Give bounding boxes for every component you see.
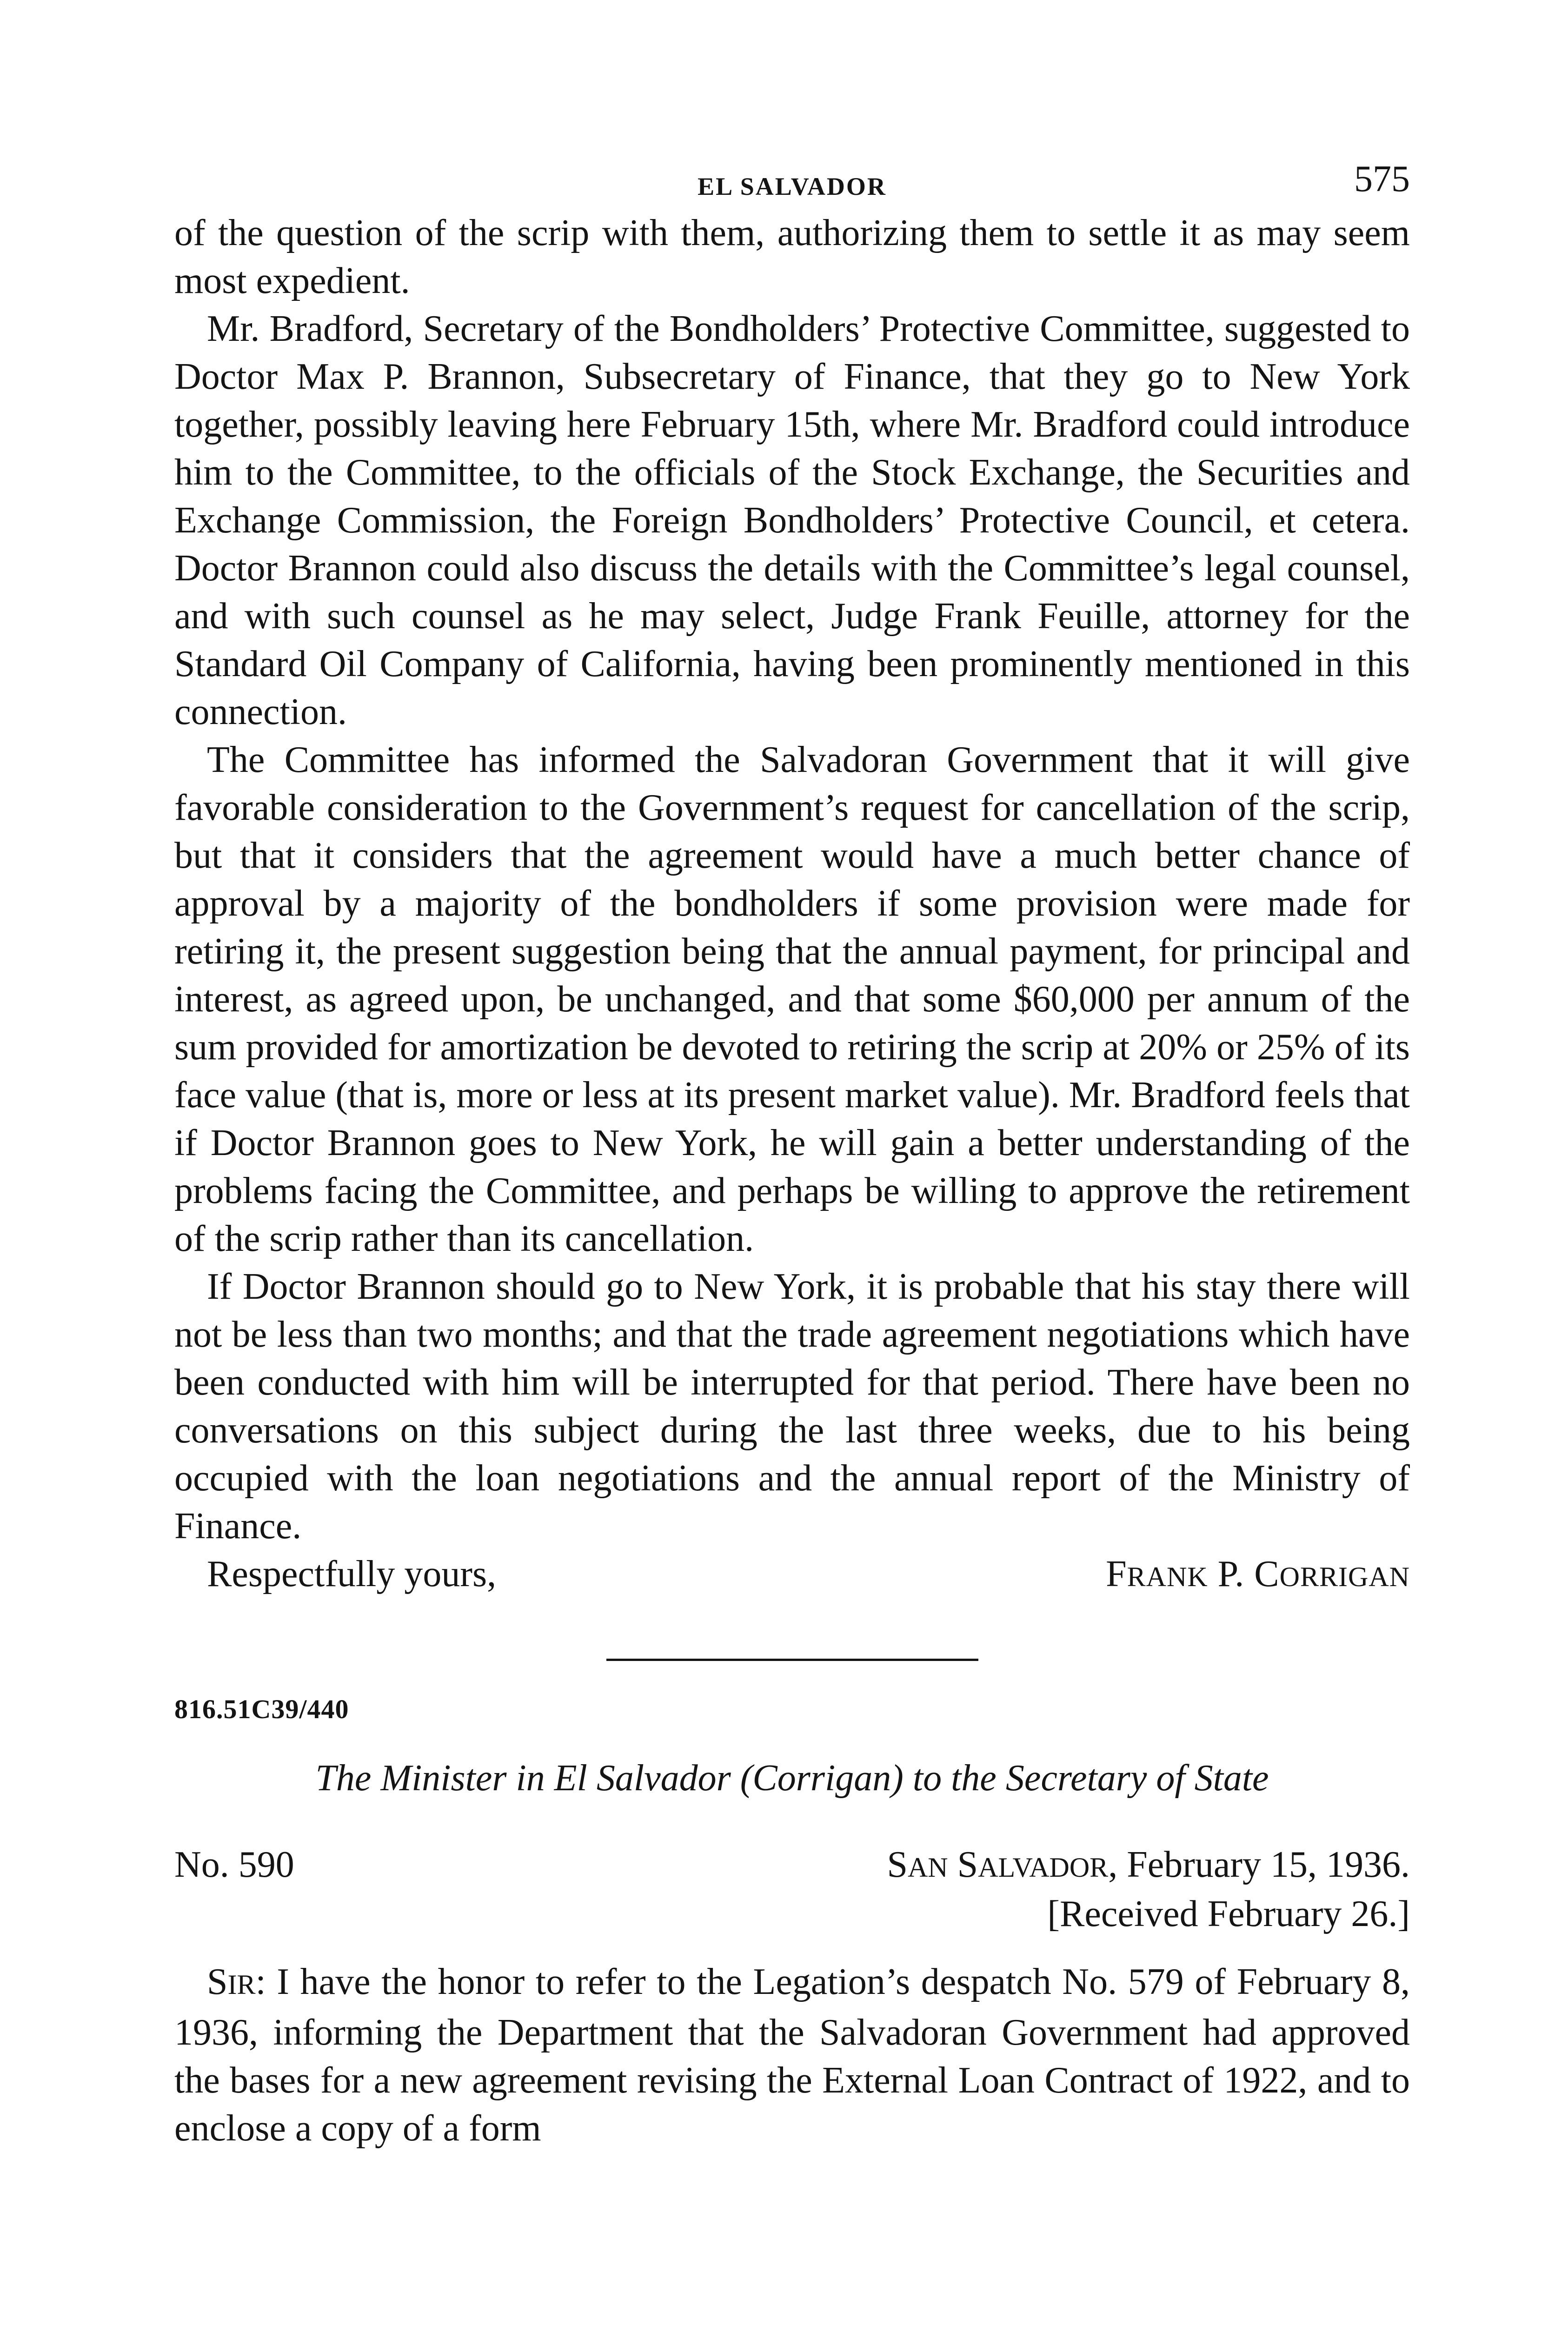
opening-paragraph	[174, 1958, 1410, 2152]
document-page	[174, 158, 1410, 2152]
closing	[174, 1550, 1410, 1601]
dateline-date: , February 15, 1936.	[1108, 1844, 1410, 1885]
document-heading: The Minister in El Salvador (Corrigan) to the Secretary of State	[315, 1758, 1269, 1799]
paragraph-bradford: Mr. Bradford, Secretary of the Bondholders’ Protective Committee, suggested to Doctor Max P. Brannon, Subsecretary of Finance, that they go to New York together, possibly leaving here February 15th, where Mr. Bradford could introduce him to the Committee, to the officials of the Stock Exchange, the Securities and Exchange Commission, the Foreign Bondholders’ Protective Council, et cetera. Doctor Brannon could also discuss the details with the Committee’s legal counsel, and with such counsel as he may select, Judge Frank Feuille, attorney for the Standard Oil Company of California, having been prominently mentioned in this connection.	[174, 308, 1410, 732]
despatch-number: No. 590	[174, 1844, 294, 1885]
running-head	[174, 158, 1410, 209]
opening-text: I have the honor to refer to the Legation’s despatch No. 579 of February 8, 1936, informing the Department that the Salvadoran Government had approved the bases for a new agreement revising the External Loan Contract of 1922, and to enclose a copy of a form	[174, 1961, 1410, 2149]
paragraph-brannon-trip: If Doctor Brannon should go to New York, it is probable that his stay there will not be less than two months; and that the trade agreement negotiations which have been conducted with him will be interrupted for that period. There have been no conversations on this subject during the last three weeks, due to his being occupied with the loan negotiations and the annual report of the Ministry of Finance.	[174, 1266, 1410, 1547]
paragraph-committee: The Committee has informed the Salvadoran Government that it will give favorable consideration to the Government’s request for cancellation of the scrip, but that it considers that the agreement would have a much better chance of approval by a majority of the bondholders if some provision were made for retiring it, the present suggestion being that the annual payment, for principal and interest, as agreed upon, be unchanged, and that some $60,000 per annum of the sum provided for amortization be devoted to retiring the scrip at 20% or 25% of its face value (that is, more or less at its present market value). Mr. Bradford feels that if Doctor Brannon goes to New York, he will gain a better understanding of the problems facing the Committee, and perhaps be willing to approve the retirement of the scrip rather than its cancellation.	[174, 739, 1410, 1259]
body-text	[174, 209, 1410, 1601]
received-date: [Received February 26.]	[1047, 1893, 1410, 1934]
complimentary-close: Respectfully yours,	[207, 1554, 497, 1594]
running-title: EL SALVADOR	[698, 173, 887, 200]
section-divider	[606, 1659, 978, 1661]
salutation: SIR:	[207, 1961, 266, 2002]
dateline	[887, 1841, 1410, 1937]
paragraph-continuation: of the question of the scrip with them, authorizing them to settle it as may seem most expedient.	[174, 213, 1410, 301]
dateline-place: SAN SALVADOR	[887, 1844, 1109, 1885]
page-number: 575	[1354, 159, 1410, 199]
signature: FRANK P. CORRIGAN	[1106, 1554, 1410, 1594]
despatch-meta	[174, 1841, 1410, 1937]
file-number: 816.51C39/440	[174, 1694, 349, 1724]
